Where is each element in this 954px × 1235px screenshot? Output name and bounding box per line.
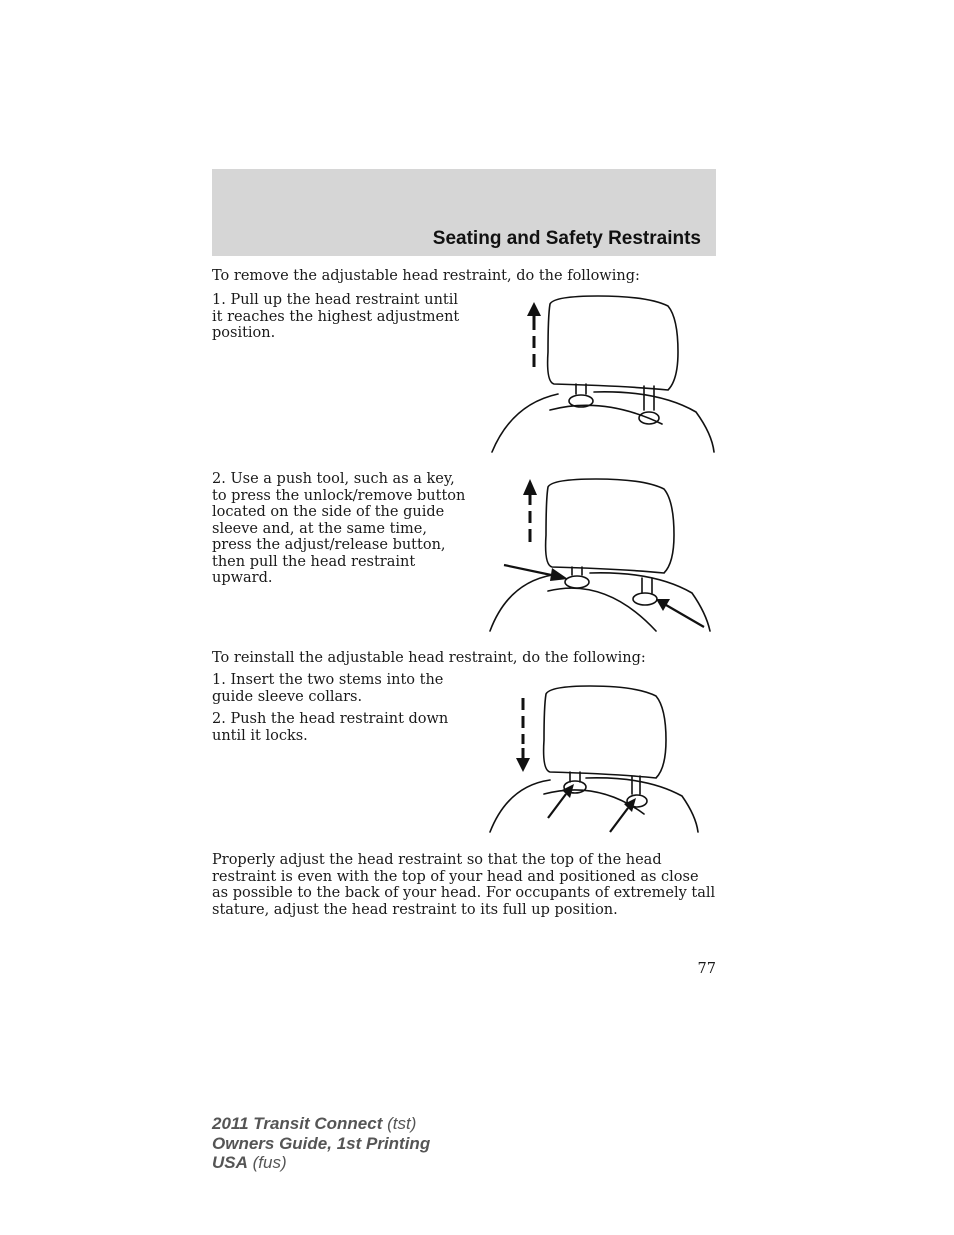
document-footer: [212, 1114, 430, 1173]
page-number: 77: [697, 961, 716, 977]
footer-line-3: USA (fus): [212, 1153, 287, 1172]
remove-step-1: 1. Pull up the head restraint until it reaches the highest adjustment position.: [212, 292, 460, 341]
head-restraint-pull-up-icon: [488, 292, 720, 458]
reinstall-step-1: 1. Insert the two stems into the guide sleeve collars.: [212, 672, 444, 705]
reinstall-step-2: 2. Push the head restraint down until it locks.: [212, 711, 449, 744]
remove-intro: To remove the adjustable head restraint, do the following:: [212, 268, 640, 284]
adjust-note: Properly adjust the head restraint so that the top of the head restraint is even with the top of your head and positioned as close as possible to the back of your head. For occupants of extremely tall stature, adjust the head restraint to its full up position.: [212, 852, 716, 918]
reinstall-intro: To reinstall the adjustable head restraint, do the following:: [212, 650, 646, 666]
head-restraint-push-tool-icon: [486, 475, 720, 635]
head-restraint-push-down-icon: [486, 682, 702, 836]
remove-step-2: 2. Use a push tool, such as a key, to press the unlock/remove button located on the side of the guide sleeve and, at the same time, press the adjust/release button, then pull the head restraint upward.: [212, 471, 466, 586]
footer-line-1: 2011 Transit Connect (tst): [212, 1114, 417, 1133]
section-header-band: [212, 169, 716, 256]
footer-line-2: Owners Guide, 1st Printing: [212, 1133, 431, 1153]
section-title: Seating and Safety Restraints: [432, 228, 701, 249]
